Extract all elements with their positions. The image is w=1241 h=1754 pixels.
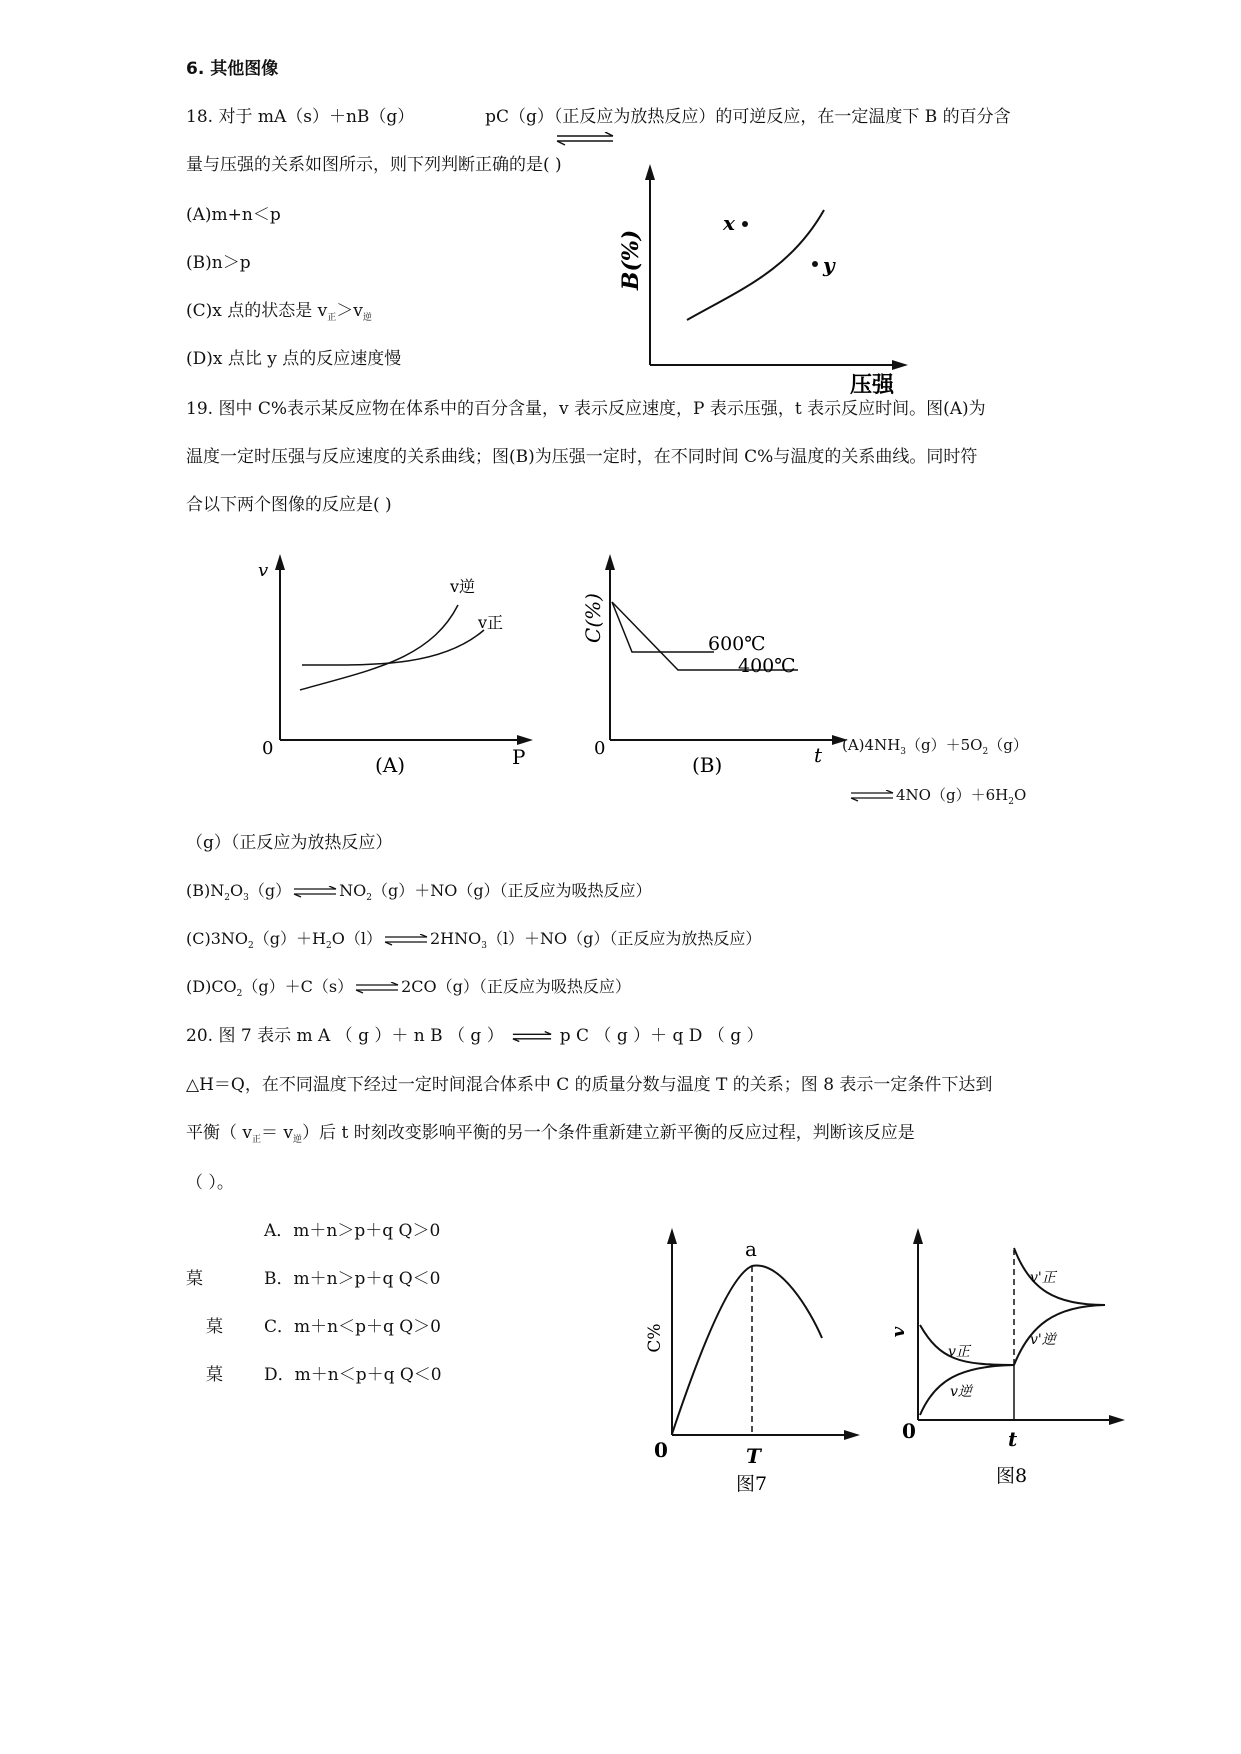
fig7-x-label: T bbox=[746, 1444, 761, 1468]
q19b-x-label: t bbox=[814, 743, 823, 767]
q20-option-b: B．m＋n＞p＋q Q＜0 bbox=[264, 1269, 441, 1289]
q19-option-a-text2: （g）＋5O bbox=[906, 736, 983, 754]
q19a-origin: 0 bbox=[262, 738, 274, 759]
fig8-x-label: t bbox=[1008, 1427, 1018, 1451]
q19a-x-arrow-icon bbox=[517, 735, 533, 745]
fig8-curve-v-reverse-new bbox=[1014, 1305, 1105, 1365]
q18-option-c-text: (C)x 点的状态是 v bbox=[186, 301, 328, 321]
fig8-origin: 0 bbox=[902, 1419, 916, 1443]
q19-line3: 合以下两个图像的反应是( ) bbox=[186, 495, 392, 515]
q18-point-y bbox=[812, 261, 818, 267]
q19-line1: 19. 图中 C%表示某反应物在体系中的百分含量，v 表示反应速度，P 表示压强，t 表示反应时间。图(A)为 bbox=[186, 399, 986, 419]
q18-label-y: y bbox=[823, 253, 835, 277]
q18-line1 bbox=[186, 106, 1011, 128]
q18-x-label: 压强 bbox=[849, 372, 895, 398]
q19-option-b-text1: (B)N bbox=[186, 881, 225, 900]
q20-line4: （ ）。 bbox=[186, 1173, 234, 1193]
q19-option-c bbox=[186, 928, 761, 957]
q18-line1-end: pC（g）（正反应为放热反应）的可逆反应，在一定温度下 B 的百分含 bbox=[485, 107, 1011, 127]
q18-y-arrow-icon bbox=[645, 164, 655, 180]
q19-option-c-text4: 2HNO bbox=[429, 929, 482, 948]
fig7-curve bbox=[672, 1266, 822, 1434]
q18-x-arrow-icon bbox=[892, 360, 908, 370]
q20-figure-8 bbox=[880, 1220, 1130, 1500]
q18-curve bbox=[687, 210, 824, 320]
q19a-curve-reverse bbox=[300, 605, 458, 690]
fig8-label-v-forward: v正 bbox=[948, 1344, 970, 1360]
q19b-caption: (B) bbox=[692, 753, 723, 777]
q19-option-b-text5: （g）＋NO（g）（正反应为吸热反应） bbox=[371, 881, 652, 900]
fig7-y-label: C% bbox=[645, 1323, 665, 1353]
q18-option-d: (D)x 点比 y 点的反应速度慢 bbox=[186, 349, 402, 369]
q18-label-x: x bbox=[723, 211, 735, 235]
q19a-y-arrow-icon bbox=[275, 554, 285, 570]
q19-option-a-text5: O bbox=[1013, 786, 1027, 804]
fig8-label-v-reverse: v逆 bbox=[950, 1384, 972, 1400]
equilibrium-arrow-icon bbox=[293, 886, 337, 898]
fig7-origin: 0 bbox=[654, 1438, 668, 1462]
q19b-label-400: 400℃ bbox=[738, 655, 796, 677]
q18-option-c-sub1: 正 bbox=[327, 313, 337, 323]
q19-line2: 温度一定时压强与反应速度的关系曲线；图(B)为压强一定时，在不同时间 C%与温度的关系曲线。同时符 bbox=[186, 447, 978, 467]
q19a-label-v-forward: v正 bbox=[478, 613, 504, 632]
q19-option-a-text4: 4NO（g）＋6H bbox=[896, 786, 1009, 804]
q18-option-b: (B)n＞p bbox=[186, 253, 251, 273]
fig8-y-arrow-icon bbox=[913, 1228, 923, 1244]
q20-line3-sub2: 逆 bbox=[293, 1135, 303, 1145]
q18-point-x bbox=[742, 221, 748, 227]
q19-option-a-part1 bbox=[842, 734, 1028, 763]
q19-option-c-text5: （l）＋NO（g）（正反应为放热反应） bbox=[486, 929, 762, 948]
q20-line1 bbox=[186, 1025, 764, 1047]
q19a-x-label: P bbox=[512, 745, 526, 769]
q19-option-d bbox=[186, 976, 631, 1005]
q19b-label-600: 600℃ bbox=[708, 633, 766, 655]
q20-option-c: C．m＋n＜p＋q Q＞0 bbox=[264, 1317, 441, 1337]
q20-option-d-mark: 菒 bbox=[206, 1365, 223, 1385]
q19-option-a-text3: （g） bbox=[988, 736, 1028, 754]
fig8-x-arrow-icon bbox=[1109, 1415, 1125, 1425]
q19-option-b bbox=[186, 880, 652, 909]
q19-option-c-text2: （g）＋H bbox=[253, 929, 326, 948]
q18-option-c-sub2: 逆 bbox=[362, 313, 372, 323]
q18-option-c bbox=[186, 300, 372, 329]
q19-option-b-sub1: 2 bbox=[224, 893, 230, 903]
q19-option-c-sub2: 2 bbox=[325, 941, 332, 951]
q18-line2: 量与压强的关系如图所示，则下列判断正确的是( ) bbox=[186, 155, 562, 175]
q20-option-d: D．m＋n＜p＋q Q＜0 bbox=[264, 1365, 442, 1385]
q19-option-b-text3: （g） bbox=[248, 881, 292, 900]
q18-equilibrium-arrow-icon bbox=[555, 132, 615, 146]
equilibrium-arrow-icon bbox=[850, 790, 894, 802]
q18-option-c-mid: ＞v bbox=[336, 301, 363, 321]
q19-option-b-sub2: 3 bbox=[243, 893, 249, 903]
q19-option-b-text4: NO bbox=[339, 881, 367, 900]
q20-line3-text3: ）后 t 时刻改变影响平衡的另一个条件重新建立新平衡的反应过程，判断该反应是 bbox=[302, 1123, 915, 1143]
q19-option-a-sub2: 2 bbox=[982, 747, 989, 757]
q20-option-c-mark: 菒 bbox=[206, 1317, 223, 1337]
q19-option-d-text3: 2CO（g）（正反应为吸热反应） bbox=[401, 977, 631, 996]
q18-graph bbox=[610, 160, 910, 400]
q19-option-c-sub3: 3 bbox=[481, 941, 487, 951]
q20-line1-end: p C （ g ）＋ q D （ g ） bbox=[559, 1026, 764, 1046]
q20-line2: △H＝Q，在不同温度下经过一定时间混合体系中 C 的质量分数与温度 T 的关系；图 8 表示一定条件下达到 bbox=[186, 1075, 993, 1095]
fig7-caption: 图7 bbox=[736, 1473, 768, 1495]
fig8-curve-v-forward-new bbox=[1014, 1248, 1105, 1305]
q19-option-b-text2: O bbox=[229, 881, 244, 900]
fig8-label-v-reverse-new: v'逆 bbox=[1030, 1332, 1056, 1348]
q18-y-label: B(%) bbox=[618, 229, 644, 291]
q20-option-b-mark: 菒 bbox=[186, 1269, 203, 1289]
q19b-origin: 0 bbox=[594, 738, 606, 759]
q19b-y-arrow-icon bbox=[605, 554, 615, 570]
q19-option-a-part2 bbox=[848, 784, 1026, 813]
fig8-y-label: v bbox=[888, 1326, 909, 1338]
section-title: 6. 其他图像 bbox=[186, 59, 279, 79]
q20-line1-start: 20. 图 7 表示 m A （ g ）＋ n B （ g ） bbox=[186, 1026, 504, 1046]
q19b-line-600 bbox=[612, 602, 714, 652]
q20-line3-text1: 平衡（ v bbox=[186, 1123, 253, 1143]
q19-figure-b bbox=[570, 550, 860, 790]
q19b-y-label: C(%) bbox=[581, 593, 605, 643]
q20-line3 bbox=[186, 1122, 915, 1151]
q19-option-c-text3: O（l） bbox=[331, 929, 382, 948]
q19a-y-label: v bbox=[258, 560, 269, 581]
q20-option-a: A．m＋n＞p＋q Q＞0 bbox=[264, 1221, 441, 1241]
fig7-peak-label: a bbox=[745, 1237, 757, 1261]
q18-line1-start: 18. 对于 mA（s）＋nB（g） bbox=[186, 107, 415, 127]
q19-option-b-sub3: 2 bbox=[366, 893, 372, 903]
q20-line3-text2: ＝ v bbox=[261, 1123, 294, 1143]
q20-figure-7 bbox=[640, 1220, 870, 1500]
fig8-label-v-forward-new: v'正 bbox=[1030, 1270, 1056, 1286]
q19-option-c-sub1: 2 bbox=[248, 941, 254, 951]
q19a-curve-forward bbox=[302, 630, 484, 665]
q18-option-a: (A)m+n＜p bbox=[186, 205, 281, 225]
q19-option-a-sub1: 3 bbox=[900, 747, 907, 757]
q19-option-a-part3: （g）（正反应为放热反应） bbox=[186, 833, 393, 853]
q19-option-d-text2: （g）＋C（s） bbox=[242, 977, 354, 996]
q19-option-c-text1: (C)3NO bbox=[186, 929, 249, 948]
fig7-y-arrow-icon bbox=[667, 1228, 677, 1244]
q19-option-a-sub3: 2 bbox=[1008, 797, 1014, 807]
equilibrium-arrow-icon bbox=[512, 1031, 552, 1043]
fig8-caption: 图8 bbox=[996, 1465, 1028, 1487]
q19a-caption: (A) bbox=[375, 753, 406, 777]
q19a-label-v-reverse: v逆 bbox=[450, 577, 476, 596]
fig7-x-arrow-icon bbox=[844, 1430, 860, 1440]
equilibrium-arrow-icon bbox=[355, 982, 399, 994]
q20-line3-sub1: 正 bbox=[252, 1135, 262, 1145]
q19-option-a-text1: (A)4NH bbox=[842, 736, 901, 754]
equilibrium-arrow-icon bbox=[384, 934, 428, 946]
q19-option-d-text1: (D)CO bbox=[186, 977, 237, 996]
q19-option-d-sub1: 2 bbox=[236, 989, 243, 999]
q19-figure-a bbox=[250, 550, 540, 790]
